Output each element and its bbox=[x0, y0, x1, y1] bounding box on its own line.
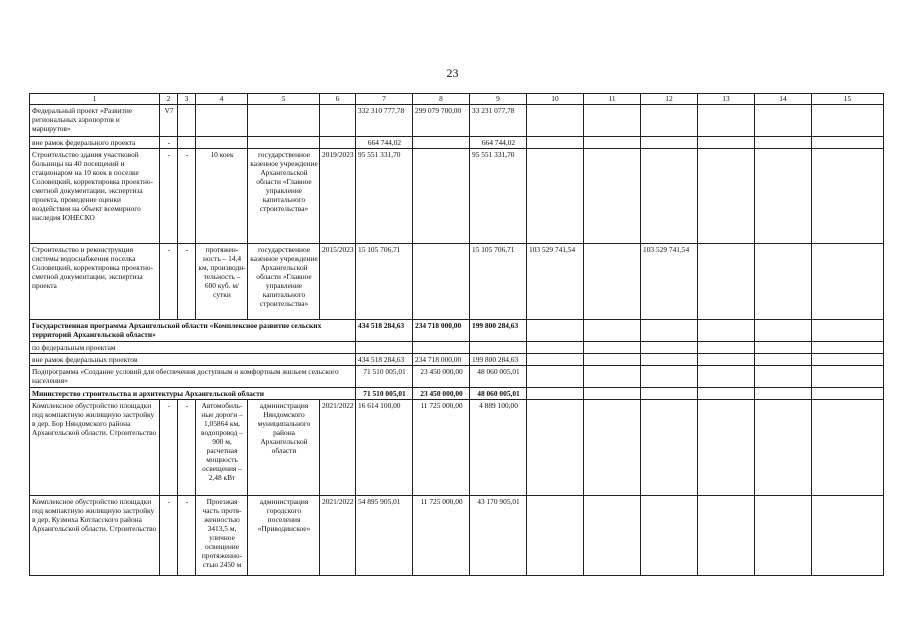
cell-col9: 48 060 005,01 bbox=[470, 388, 527, 400]
cell-col11 bbox=[584, 400, 641, 496]
cell-col5: государственное казенное учреждение Архангельской области «Главное управление капитального строительства» bbox=[248, 244, 320, 320]
cell-col14 bbox=[755, 105, 812, 137]
budget-table bbox=[29, 93, 884, 576]
row-name: вне рамок федерального проекта bbox=[30, 137, 160, 149]
cell-col2: - bbox=[160, 400, 178, 496]
cell-col14 bbox=[755, 496, 812, 576]
cell-col7: 434 518 284,63 bbox=[356, 354, 413, 366]
cell-col3: - bbox=[178, 496, 196, 576]
table-row bbox=[30, 149, 884, 244]
cell-col15 bbox=[812, 388, 884, 400]
table-row bbox=[30, 137, 884, 149]
cell-col5 bbox=[248, 105, 320, 137]
cell-col11 bbox=[584, 244, 641, 320]
cell-col12 bbox=[641, 354, 698, 366]
cell-col12 bbox=[641, 320, 698, 342]
cell-col3 bbox=[178, 137, 196, 149]
cell-col9: 199 800 284,63 bbox=[470, 354, 527, 366]
cell-col8: 299 079 700,00 bbox=[413, 105, 470, 137]
cell-col4: Автомобиль-ные дороги – 1,05864 км, водопровод – 900 м, расчетная мощность освещения – 2,48 кВт bbox=[196, 400, 248, 496]
cell-col11 bbox=[584, 496, 641, 576]
cell-col9: 199 800 284,63 bbox=[470, 320, 527, 342]
cell-col6 bbox=[320, 137, 356, 149]
cell-col7 bbox=[356, 342, 413, 354]
row-name: Строительство и реконструкция системы водоснабжения поселка Соловецкий, корректировка проектно-сметной документации, экспертиза проекта bbox=[30, 244, 160, 320]
cell-col15 bbox=[812, 342, 884, 354]
cell-col13 bbox=[698, 354, 755, 366]
header-row bbox=[30, 94, 884, 105]
cell-col15 bbox=[812, 149, 884, 244]
cell-col8 bbox=[413, 342, 470, 354]
table-row bbox=[30, 244, 884, 320]
row-name: Комплексное обустройство площадки под компактную жилищную застройку в дер. Кузмиха Котласского района Архангельской области. Строительство bbox=[30, 496, 160, 576]
cell-col5: администрация Няндомского муниципального района Архангельской области bbox=[248, 400, 320, 496]
cell-col12 bbox=[641, 342, 698, 354]
column-header: 1 bbox=[30, 94, 160, 105]
table-row bbox=[30, 366, 884, 388]
cell-col15 bbox=[812, 354, 884, 366]
cell-col15 bbox=[812, 137, 884, 149]
cell-col7: 95 551 331,70 bbox=[356, 149, 413, 244]
cell-col2: - bbox=[160, 137, 178, 149]
cell-col7: 54 895 905,01 bbox=[356, 496, 413, 576]
cell-col4 bbox=[196, 105, 248, 137]
cell-col4: 10 коек bbox=[196, 149, 248, 244]
row-name: по федеральным проектам bbox=[30, 342, 356, 354]
cell-col15 bbox=[812, 320, 884, 342]
cell-col6: 2021/2022 bbox=[320, 400, 356, 496]
cell-col8 bbox=[413, 244, 470, 320]
cell-col10: 103 529 741,54 bbox=[527, 244, 584, 320]
cell-col14 bbox=[755, 320, 812, 342]
cell-col14 bbox=[755, 342, 812, 354]
column-header: 4 bbox=[196, 94, 248, 105]
cell-col13 bbox=[698, 149, 755, 244]
cell-col9: 95 551 331,70 bbox=[470, 149, 527, 244]
cell-col12 bbox=[641, 366, 698, 388]
cell-col9: 48 060 005,01 bbox=[470, 366, 527, 388]
table-row bbox=[30, 342, 884, 354]
cell-col2: - bbox=[160, 244, 178, 320]
column-header: 7 bbox=[356, 94, 413, 105]
cell-col13 bbox=[698, 400, 755, 496]
cell-col13 bbox=[698, 105, 755, 137]
cell-col4: Проезжая часть протя-женностью 3413,5 м, уличное освещение протяженно-стью 2450 м bbox=[196, 496, 248, 576]
cell-col6: 2015/2023 bbox=[320, 244, 356, 320]
cell-col11 bbox=[584, 137, 641, 149]
cell-col7: 71 510 005,01 bbox=[356, 388, 413, 400]
cell-col14 bbox=[755, 137, 812, 149]
cell-col12 bbox=[641, 388, 698, 400]
column-header: 12 bbox=[641, 94, 698, 105]
cell-col9: 33 231 077,78 bbox=[470, 105, 527, 137]
cell-col13 bbox=[698, 496, 755, 576]
cell-col7: 16 614 100,00 bbox=[356, 400, 413, 496]
cell-col3: - bbox=[178, 244, 196, 320]
cell-col15 bbox=[812, 496, 884, 576]
cell-col4 bbox=[196, 137, 248, 149]
table-row bbox=[30, 354, 884, 366]
cell-col4: протяжен-ность – 14,4 км, производи-тельность – 600 куб. м/сутки bbox=[196, 244, 248, 320]
cell-col12 bbox=[641, 105, 698, 137]
cell-col13 bbox=[698, 342, 755, 354]
cell-col7: 664 744,02 bbox=[356, 137, 413, 149]
row-name: Министерство строительства и архитектуры Архангельской области bbox=[30, 388, 356, 400]
cell-col3 bbox=[178, 105, 196, 137]
cell-col14 bbox=[755, 388, 812, 400]
cell-col8 bbox=[413, 149, 470, 244]
table-row bbox=[30, 496, 884, 576]
cell-col7: 434 518 284,63 bbox=[356, 320, 413, 342]
column-header: 11 bbox=[584, 94, 641, 105]
cell-col8: 234 718 000,00 bbox=[413, 320, 470, 342]
cell-col11 bbox=[584, 354, 641, 366]
cell-col7: 71 510 005,01 bbox=[356, 366, 413, 388]
row-name: Федеральный проект «Развитие региональных аэропортов и маршрутов» bbox=[30, 105, 160, 137]
cell-col12 bbox=[641, 149, 698, 244]
cell-col13 bbox=[698, 388, 755, 400]
cell-col5 bbox=[248, 137, 320, 149]
cell-col8: 23 450 000,00 bbox=[413, 388, 470, 400]
cell-col9: 4 889 100,00 bbox=[470, 400, 527, 496]
cell-col10 bbox=[527, 496, 584, 576]
cell-col7: 15 105 706,71 bbox=[356, 244, 413, 320]
cell-col13 bbox=[698, 320, 755, 342]
cell-col10 bbox=[527, 149, 584, 244]
cell-col8: 234 718 000,00 bbox=[413, 354, 470, 366]
column-header: 2 bbox=[160, 94, 178, 105]
table-row bbox=[30, 105, 884, 137]
cell-col10 bbox=[527, 388, 584, 400]
cell-col5: государственное казенное учреждение Архангельской области «Главное управление капитального строительства» bbox=[248, 149, 320, 244]
cell-col6: 2021/2022 bbox=[320, 496, 356, 576]
cell-col13 bbox=[698, 366, 755, 388]
cell-col14 bbox=[755, 354, 812, 366]
column-header: 3 bbox=[178, 94, 196, 105]
cell-col6 bbox=[320, 105, 356, 137]
row-name: Государственная программа Архангельской области «Комплексное развитие сельских территорий Архангельской области» bbox=[30, 320, 356, 342]
column-header: 14 bbox=[755, 94, 812, 105]
cell-col15 bbox=[812, 400, 884, 496]
cell-col15 bbox=[812, 366, 884, 388]
cell-col10 bbox=[527, 137, 584, 149]
cell-col9: 15 105 706,71 bbox=[470, 244, 527, 320]
cell-col12 bbox=[641, 137, 698, 149]
cell-col8: 11 725 000,00 bbox=[413, 400, 470, 496]
cell-col3: - bbox=[178, 149, 196, 244]
cell-col11 bbox=[584, 342, 641, 354]
cell-col11 bbox=[584, 105, 641, 137]
cell-col8 bbox=[413, 137, 470, 149]
cell-col13 bbox=[698, 244, 755, 320]
cell-col10 bbox=[527, 105, 584, 137]
column-header: 10 bbox=[527, 94, 584, 105]
cell-col2: - bbox=[160, 149, 178, 244]
cell-col3: - bbox=[178, 400, 196, 496]
cell-col14 bbox=[755, 149, 812, 244]
cell-col11 bbox=[584, 366, 641, 388]
row-name: Подпрограмма «Создание условий для обеспечения доступным и комфортным жильем сельского населения» bbox=[30, 366, 356, 388]
cell-col12: 103 529 741,54 bbox=[641, 244, 698, 320]
cell-col15 bbox=[812, 244, 884, 320]
cell-col2: - bbox=[160, 496, 178, 576]
cell-col9: 43 170 905,01 bbox=[470, 496, 527, 576]
cell-col14 bbox=[755, 366, 812, 388]
row-name: Строительство здания участковой больницы на 40 посещений и стационаром на 10 коек в поселке Соловецкий, корректировка проектно-сметной документации, экспертиза проекта, проведение оценки воздействия на объект всемирного наследия ЮНЕСКО bbox=[30, 149, 160, 244]
column-header: 13 bbox=[698, 94, 755, 105]
cell-col12 bbox=[641, 400, 698, 496]
table-row bbox=[30, 400, 884, 496]
column-header: 6 bbox=[320, 94, 356, 105]
row-name: Комплексное обустройство площадки под компактную жилищную застройку в дер. Бор Няндомского района Архангельской области. Строительство bbox=[30, 400, 160, 496]
table-row bbox=[30, 388, 884, 400]
cell-col11 bbox=[584, 388, 641, 400]
cell-col6: 2019/2023 bbox=[320, 149, 356, 244]
cell-col10 bbox=[527, 366, 584, 388]
cell-col11 bbox=[584, 149, 641, 244]
cell-col8: 23 450 000,00 bbox=[413, 366, 470, 388]
cell-col14 bbox=[755, 400, 812, 496]
cell-col12 bbox=[641, 496, 698, 576]
cell-col2: V7 bbox=[160, 105, 178, 137]
page-number: 23 bbox=[446, 66, 459, 80]
cell-col15 bbox=[812, 105, 884, 137]
cell-col14 bbox=[755, 244, 812, 320]
column-header: 8 bbox=[413, 94, 470, 105]
cell-col10 bbox=[527, 320, 584, 342]
row-name: вне рамок федеральных проектов bbox=[30, 354, 356, 366]
cell-col10 bbox=[527, 400, 584, 496]
column-header: 9 bbox=[470, 94, 527, 105]
cell-col9 bbox=[470, 342, 527, 354]
cell-col10 bbox=[527, 342, 584, 354]
cell-col9: 664 744,02 bbox=[470, 137, 527, 149]
column-header: 15 bbox=[812, 94, 884, 105]
cell-col7: 332 310 777,78 bbox=[356, 105, 413, 137]
column-header: 5 bbox=[248, 94, 320, 105]
cell-col10 bbox=[527, 354, 584, 366]
cell-col13 bbox=[698, 137, 755, 149]
cell-col11 bbox=[584, 320, 641, 342]
cell-col5: администрация городского поселения «Приводинское» bbox=[248, 496, 320, 576]
cell-col8: 11 725 000,00 bbox=[413, 496, 470, 576]
table-row bbox=[30, 320, 884, 342]
